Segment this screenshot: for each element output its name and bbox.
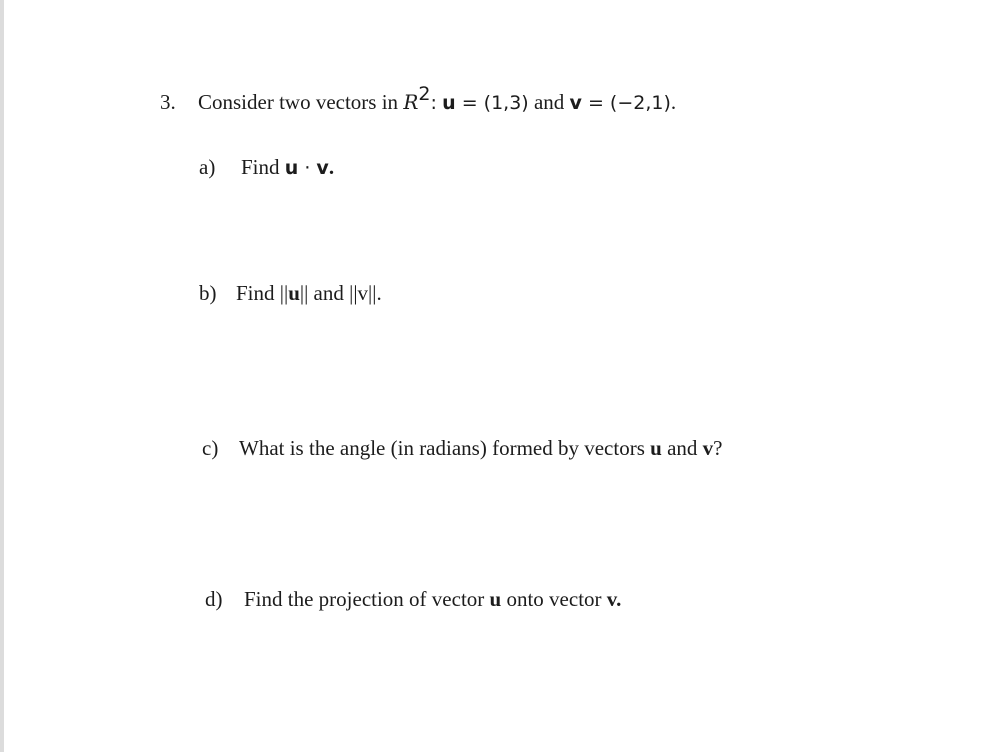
problem-statement <box>160 83 677 116</box>
part-a-text: Find <box>241 155 285 179</box>
part-a <box>199 154 334 181</box>
problem-intro: Consider two vectors in <box>198 90 399 114</box>
part-d-onto: onto vector <box>501 587 607 611</box>
vector-u-symbol: u <box>442 92 456 114</box>
part-d-u: u <box>489 587 502 611</box>
part-d-label: d) <box>205 587 223 611</box>
part-b-v: v <box>357 281 369 305</box>
vector-v-definition: = (−2,1) <box>581 92 671 114</box>
space-exponent: 2 <box>418 83 431 105</box>
part-b-label: b) <box>199 281 217 305</box>
part-b-u: u <box>288 281 300 305</box>
part-b-end: . <box>376 281 382 305</box>
part-b-text: Find <box>236 281 280 305</box>
part-b-norm-open-v: || <box>349 281 358 305</box>
problem-number: 3. <box>160 90 176 114</box>
vector-u-definition: = (1,3) <box>455 92 529 114</box>
part-b <box>199 280 382 306</box>
part-c-and: and <box>661 436 703 460</box>
part-c <box>202 435 722 461</box>
part-a-dot: · <box>298 157 317 179</box>
part-a-u: u <box>284 157 299 179</box>
part-d-end: . <box>616 587 622 611</box>
colon: : <box>430 92 437 114</box>
part-c-text: What is the angle (in radians) formed by vectors <box>239 436 651 460</box>
part-d-v: v <box>606 587 617 611</box>
part-d <box>205 586 621 612</box>
part-d-text: Find the projection of vector <box>244 587 490 611</box>
part-c-label: c) <box>202 436 219 460</box>
part-c-end: ? <box>713 436 723 460</box>
part-b-and: and <box>308 281 350 305</box>
statement-period: . <box>670 90 677 114</box>
part-b-norm-open-u: || <box>279 281 289 305</box>
part-b-norm-close-u: || <box>299 281 309 305</box>
part-a-v: v <box>316 157 329 179</box>
part-a-end: . <box>328 155 335 179</box>
part-c-v: v <box>702 436 714 460</box>
and-word: and <box>528 90 570 114</box>
page-left-edge <box>0 0 4 752</box>
part-b-norm-close-v: || <box>368 281 377 305</box>
part-a-label: a) <box>199 155 216 179</box>
vector-v-symbol: v <box>569 92 582 114</box>
part-c-u: u <box>650 436 662 460</box>
space-symbol: R <box>403 90 419 114</box>
